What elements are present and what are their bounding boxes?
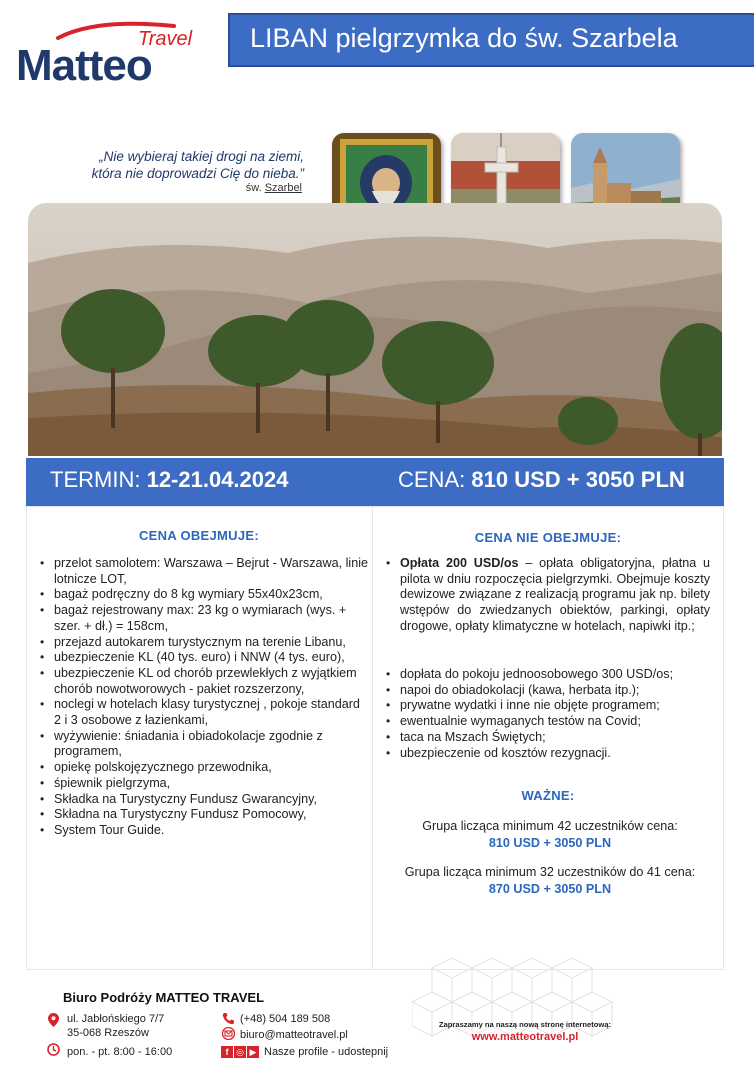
includes-title: CENA OBEJMUJE: bbox=[138, 528, 259, 543]
excludes-item: • ubezpieczenie od kosztów rezygnacji. bbox=[386, 746, 716, 762]
footer-website-invite: Zapraszamy na naszą nową stronę internetową: bbox=[438, 1020, 612, 1029]
includes-item: • opiekę polskojęzycznego przewodnika, bbox=[40, 760, 368, 776]
includes-item: • bagaż rejestrowany max: 23 kg o wymiarach (wys. + szer. + dł.) = 158cm, bbox=[40, 603, 368, 634]
excludes-item: • ewentualnie wymaganych testów na Covid; bbox=[386, 714, 716, 730]
footer-profiles[interactable]: Nasze profile - udostepnij bbox=[264, 1046, 389, 1058]
page-title: LIBAN pielgrzymka do św. Szarbela bbox=[250, 23, 678, 53]
includes-item: • noclegi w hotelach klasy turystycznej , pokoje standard 2 i 3 osobowe z łazienkami, bbox=[40, 697, 368, 728]
includes-item: • śpiewnik pielgrzyma, bbox=[40, 776, 368, 792]
excludes-item: • taca na Mszach Świętych; bbox=[386, 730, 716, 746]
group-price-1 bbox=[378, 818, 722, 852]
footer-city: 35-068 Rzeszów bbox=[67, 1027, 149, 1039]
clock-icon bbox=[47, 1043, 60, 1056]
excludes-lead-text: – opłata obligatoryjna, płatna u pilota w dniu rozpoczęcia pielgrzymki. Obejmuje koszty dewizowe związane z realizacją programu jak np. bilety wstępów do zwiedzanych obiektów, parkingi, opłaty drogowe, opłaty klimatyczne w hotelach, napiwki itp.; bbox=[400, 556, 710, 633]
quote-line-1: „Nie wybieraj takiej drogi na ziemi, bbox=[99, 149, 304, 164]
includes-item: • System Tour Guide. bbox=[40, 823, 368, 839]
group-price-2 bbox=[378, 864, 722, 898]
quote-author-prefix: św. bbox=[245, 182, 262, 194]
matteo-travel-logo bbox=[16, 14, 196, 90]
cena-group bbox=[398, 467, 685, 493]
includes-item: • Składka na Turystyczny Fundusz Gwarancyjny, bbox=[40, 792, 368, 808]
termin-value: 12-21.04.2024 bbox=[146, 467, 289, 492]
email-icon bbox=[222, 1027, 235, 1040]
includes-item: • wyżywienie: śniadania i obiadokolacje zgodnie z programem, bbox=[40, 729, 368, 760]
excludes-list bbox=[386, 556, 710, 635]
footer-address bbox=[67, 1012, 164, 1040]
includes-item: • Składna na Turystyczny Fundusz Pomocowy, bbox=[40, 807, 368, 823]
saint-quote bbox=[60, 148, 304, 182]
date-price-banner bbox=[26, 458, 724, 506]
excludes-item: • napoi do obiadokolacji (kawa, herbata itp.); bbox=[386, 683, 716, 699]
excludes-item: • dopłata do pokoju jednoosobowego 300 USD/os; bbox=[386, 667, 716, 683]
location-pin-icon bbox=[48, 1013, 59, 1027]
footer-email[interactable]: biuro@matteotravel.pl bbox=[240, 1029, 348, 1041]
instagram-icon[interactable]: ◎ bbox=[234, 1046, 246, 1058]
includes-item: • przejazd autokarem turystycznym na terenie Libanu, bbox=[40, 635, 368, 651]
column-divider bbox=[372, 506, 373, 970]
includes-list bbox=[40, 556, 368, 839]
phone-icon bbox=[222, 1012, 235, 1025]
cena-label: CENA: bbox=[398, 467, 466, 492]
group-1-text: Grupa licząca minimum 42 uczestników cena: bbox=[422, 819, 678, 833]
excludes-title: CENA NIE OBEJMUJE: bbox=[474, 530, 622, 545]
includes-item: • przelot samolotem: Warszawa – Bejrut - Warszawa, linie lotnicze LOT, bbox=[40, 556, 368, 587]
includes-item: • ubezpieczenie KL (40 tys. euro) i NNW (4 tys. euro), bbox=[40, 650, 368, 666]
includes-item: • ubezpieczenie KL od chorób przewlekłych z wyjątkiem chorób nowotworowych - pakiet rozszerzony, bbox=[40, 666, 368, 697]
title-banner bbox=[228, 13, 754, 67]
facebook-icon[interactable]: f bbox=[221, 1046, 233, 1058]
footer-phone[interactable]: (+48) 504 189 508 bbox=[240, 1013, 331, 1025]
decorative-cubes-pattern bbox=[412, 948, 622, 1068]
group-2-text: Grupa licząca minimum 32 uczestników do 41 cena: bbox=[404, 865, 696, 879]
group-2-price: 870 USD + 3050 PLN bbox=[488, 882, 612, 896]
quote-author bbox=[150, 182, 302, 194]
social-icons bbox=[221, 1042, 260, 1060]
important-title: WAŻNE: bbox=[521, 788, 575, 803]
excludes-lead-item bbox=[386, 556, 710, 635]
termin-group bbox=[50, 467, 288, 493]
quote-line-2: która nie doprowadzi Cię do nieba.” bbox=[91, 166, 304, 181]
excludes-lead-bold: Opłata 200 USD/os bbox=[400, 556, 519, 570]
group-1-price: 810 USD + 3050 PLN bbox=[488, 836, 612, 850]
includes-item: • bagaż podręczny do 8 kg wymiary 55x40x23cm, bbox=[40, 587, 368, 603]
youtube-icon[interactable]: ▶ bbox=[247, 1046, 259, 1058]
logo-travel-text: Travel bbox=[138, 28, 193, 50]
excludes-item: • prywatne wydatki i inne nie objęte programem; bbox=[386, 698, 716, 714]
footer-hours: pon. - pt. 8:00 - 16:00 bbox=[67, 1046, 173, 1058]
footer-street: ul. Jabłońskiego 7/7 bbox=[67, 1013, 165, 1025]
termin-label: TERMIN: bbox=[50, 467, 141, 492]
footer-website-link[interactable]: www.matteotravel.pl bbox=[471, 1031, 579, 1043]
logo-matteo-text: Matteo bbox=[16, 41, 152, 90]
footer-company-name: Biuro Podróży MATTEO TRAVEL bbox=[63, 990, 265, 1005]
hero-landscape-image bbox=[28, 203, 722, 456]
cena-value: 810 USD + 3050 PLN bbox=[471, 467, 685, 492]
quote-author-name: Szarbel bbox=[264, 182, 302, 194]
excludes-more-list bbox=[386, 667, 716, 761]
